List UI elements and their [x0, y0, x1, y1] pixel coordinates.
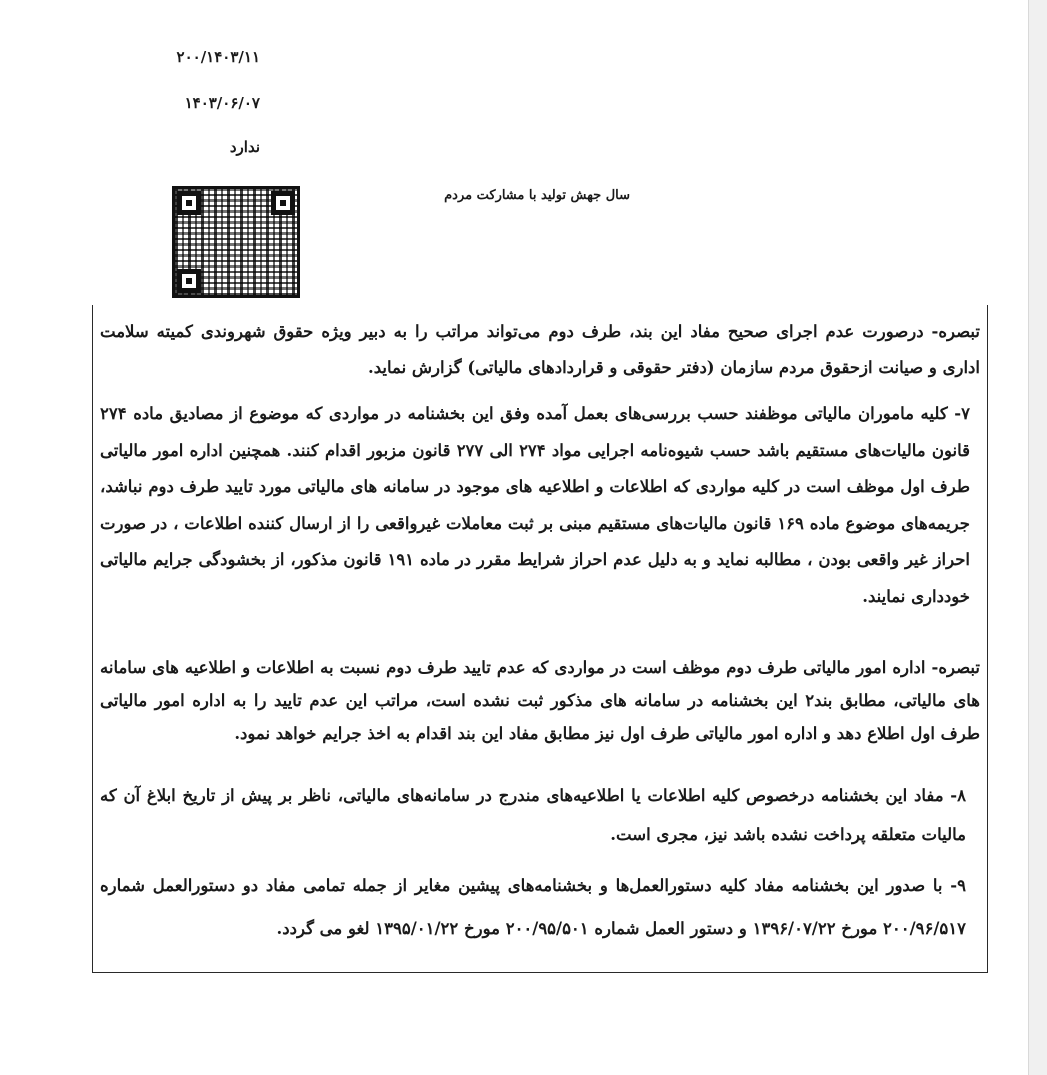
page-edge: [1028, 0, 1047, 1075]
paragraph-text: تبصره- درصورت عدم اجرای صحیح مفاد این بند، طرف دوم می‌تواند مراتب را به دبیر ویژه حقوق شهروندی کمیته سلامت اداری و صیانت ازحقوق مردم سازمان (دفتر حقوقی و قراردادهای مالیاتی) گزارش نماید.: [100, 322, 980, 377]
paragraph-text: تبصره- اداره امور مالیاتی طرف دوم موظف است در مواردی که عدم تایید طرف دوم نسبت به اطلاعات و اطلاعیه های سامانه های مالیاتی، مطابق بند۲ این بخشنامه در سامانه های مذکور ثبت نشده است، مراتب این عدم تایید را به اداره امور مالیاتی طرف اول اطلاع دهد و اداره امور مالیاتی طرف اول نیز مطابق مفاد این بند اقدام به اخذ جرایم خواهد نمود.: [100, 658, 980, 743]
year-slogan: سال جهش تولید با مشارکت مردم: [444, 188, 630, 203]
letter-number: ۲۰۰/۱۴۰۳/۱۱: [176, 48, 260, 66]
letter-attachment: ندارد: [229, 138, 260, 156]
qr-code-icon: [172, 186, 300, 298]
note-paragraph-2: [100, 651, 980, 750]
paragraph-text: ۸- مفاد این بخشنامه درخصوص کلیه اطلاعات یا اطلاعیه‌های مندرج در سامانه‌های مالیاتی، ناظر بر پیش از تاریخ ابلاغ آن که مالیات متعلقه پرداخت نشده باشد نیز، مجری است.: [100, 786, 966, 844]
clause-9-paragraph: [100, 864, 980, 950]
clause-8-paragraph: [100, 776, 980, 854]
qr-finder-top-left: [177, 191, 201, 215]
letter-date: ۱۴۰۳/۰۶/۰۷: [184, 94, 260, 112]
qr-finder-bottom-left: [177, 269, 201, 293]
paragraph-text: ۷- کلیه ماموران مالیاتی موظفند حسب بررسی‌های بعمل آمده وفق این بخشنامه در مواردی که موضوع از مصادیق ماده ۲۷۴ قانون مالیات‌های مستقیم باشد حسب شیوه‌نامه اجرایی مواد ۲۷۴ الی ۲۷۷ قانون مزبور اقدام کنند. همچنین اداره امور مالیاتی طرف اول موظف است در کلیه مواردی که اطلاعات و اطلاعیه های موجود در سامانه های مالیاتی مورد تایید طرف دوم نباشد، جریمه‌های موضوع ماده ۱۶۹ قانون مالیات‌های مستقیم مبنی بر ثبت معاملات غیرواقعی را از ارسال کننده اطلاعات ، در صورت احراز غیر واقعی بودن ، مطالبه نماید و به دلیل عدم احراز شرایط مقرر در ماده ۱۹۱ قانون مذکور، از بخشودگی جرایم مالیاتی خودداری نمایند.: [100, 404, 970, 606]
paragraph-text: ۹- با صدور این بخشنامه مفاد کلیه دستورالعمل‌ها و بخشنامه‌های پیشین مغایر از جمله تمامی مفاد دو دستورالعمل شماره ۲۰۰/۹۶/۵۱۷ مورخ ۱۳۹۶/۰۷/۲۲ و دستور العمل شماره ۲۰۰/۹۵/۵۰۱ مورخ ۱۳۹۵/۰۱/۲۲ لغو می گردد.: [100, 876, 966, 938]
note-paragraph-1: [100, 314, 980, 386]
qr-finder-top-right: [271, 191, 295, 215]
clause-7-paragraph: [100, 396, 980, 615]
